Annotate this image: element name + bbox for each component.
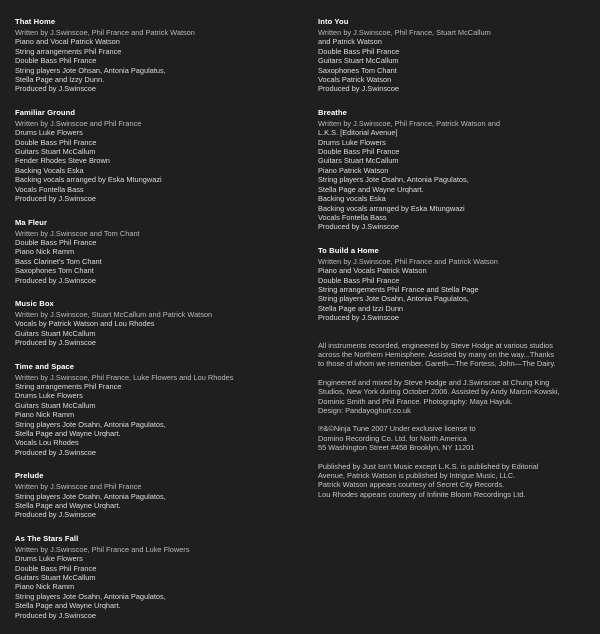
credit-line: Double Bass Phil France	[15, 237, 97, 247]
credit-line: Guitars Stuart McCallum	[15, 328, 96, 338]
notes-paragraph	[318, 424, 583, 452]
track-credit-block	[15, 299, 285, 348]
credit-line: Produced by J.Swinscoe	[318, 84, 399, 94]
credit-line: Fender Rhodes Steve Brown	[15, 156, 110, 166]
track-credit-block	[15, 17, 285, 94]
left-credits-column	[15, 17, 285, 634]
notes-paragraph	[318, 341, 583, 369]
credit-line: Stella Page and Izzy Dunn.	[15, 75, 105, 85]
credit-line: String players Jote Ohsan, Antonia Pagulatus,	[15, 65, 166, 75]
track-title: Breathe	[318, 107, 347, 117]
notes-line: Engineered and mixed by Steve Hodge and J.Swinscoe at Chung King	[318, 377, 550, 387]
credit-line: Guitars Stuart McCallum	[15, 147, 96, 157]
credit-line: String players Jote Osahn, Antonia Pagulatos,	[15, 591, 166, 601]
credit-line: Stella Page and Wayne Urqhart.	[15, 429, 121, 438]
notes-line: 55 Washington Street #458 Brooklyn, NY 11201	[318, 443, 475, 453]
credit-line: Drums Luke Flowers	[15, 391, 83, 401]
credit-line: Vocals Fontella Bass	[15, 184, 84, 194]
credit-line: Guitars Stuart McCallum	[318, 156, 399, 166]
track-title: Familiar Ground	[15, 107, 76, 117]
credit-line: String arrangements Phil France	[15, 381, 122, 391]
credit-line: Vocals Lou Rhodes	[15, 438, 79, 448]
track-credit-block	[15, 218, 285, 285]
credit-line: Produced by J.Swinscoe	[318, 313, 399, 323]
notes-line: Domino Recording Co. Ltd. for North America	[318, 433, 467, 443]
credit-line: Vocals Patrick Watson	[318, 75, 392, 85]
credit-line: Produced by J.Swinscoe	[15, 338, 96, 348]
credit-line: String players Jote Osahn, Antonia Pagulatos,	[318, 294, 469, 304]
track-title: Into You	[318, 17, 349, 26]
credit-line: Drums Luke Flowers	[15, 128, 83, 138]
credit-line: Written by J.Swinscoe and Phil France	[15, 482, 142, 492]
credit-line: Backing vocals arranged by Eska Mtungwazi	[15, 175, 162, 185]
notes-line: Avenue, Patrick Watson is published by Intrigue Music, LLC.	[318, 471, 516, 481]
notes-line: All instruments recorded, engineered by Steve Hodge at various studios	[318, 340, 553, 350]
credit-line: Produced by J.Swinscoe	[318, 222, 399, 232]
credit-line: Piano Patrick Watson	[318, 165, 389, 175]
credit-line: Written by J.Swinscoe, Phil France and Patrick Watson	[318, 256, 498, 266]
credit-line: Backing Vocals Eska	[15, 165, 84, 175]
track-title: Prelude	[15, 471, 44, 481]
credit-line: Written by J.Swinscoe, Phil France, Patrick Watson and	[318, 118, 500, 128]
track-title: To Build a Home	[318, 245, 379, 255]
credit-line: Stella Page and Wayne Urqhart.	[15, 501, 121, 511]
notes-line: Design: Pandayoghurt.co.uk	[318, 406, 411, 415]
credit-line: Written by J.Swinscoe, Phil France, Stuart McCallum	[318, 28, 491, 37]
credit-line: Double Bass Phil France	[15, 56, 97, 66]
credit-line: Written by J.Swinscoe, Phil France and Patrick Watson	[15, 28, 195, 37]
credit-line: Double Bass Phil France	[15, 563, 97, 573]
notes-line: Dominic Smith and Phil France. Photography: Maya Hayuk.	[318, 396, 513, 406]
credit-line: Saxophones Tom Chant	[15, 266, 94, 276]
notes-line: Patrick Watson appears courtesy of Secret City Records.	[318, 480, 505, 490]
track-credit-block	[15, 108, 285, 204]
track-title: As The Stars Fall	[15, 533, 79, 543]
track-title: Ma Fleur	[15, 217, 48, 227]
credit-line: String players Jote Osahn, Antonia Pagulatos,	[318, 175, 469, 185]
notes-paragraph	[318, 378, 583, 416]
credit-line: Saxophones Tom Chant	[318, 65, 397, 75]
track-credit-block	[15, 471, 285, 520]
credit-line: and Patrick Watson	[318, 37, 382, 47]
credit-line: Written by J.Swinscoe, Phil France, Luke Flowers and Lou Rhodes	[15, 372, 234, 382]
credit-line: Produced by J.Swinscoe	[15, 447, 96, 457]
track-credit-block	[318, 246, 583, 323]
credit-line: Drums Luke Flowers	[318, 137, 386, 147]
right-track-list	[318, 17, 583, 323]
track-title: Time and Space	[15, 361, 75, 371]
notes-line: across the Northern Hemisphere. Assisted by many on the way...Thanks	[318, 349, 555, 359]
credit-line: Piano Nick Ramm	[15, 410, 75, 420]
credit-line: Produced by J.Swinscoe	[15, 84, 96, 94]
credit-line: Stella Page and Wayne Urqhart.	[15, 601, 121, 611]
credit-line: Written by J.Swinscoe and Tom Chant	[15, 228, 140, 238]
credit-line: Piano and Vocals Patrick Watson	[318, 266, 427, 276]
track-credit-block	[15, 534, 285, 620]
notes-line: Published by Just Isn't Music except L.K.S. is published by Editorial	[318, 461, 539, 471]
credit-line: Guitars Stuart McCallum	[318, 56, 399, 66]
credit-line: Piano and Vocal Patrick Watson	[15, 37, 120, 47]
notes-paragraph	[318, 462, 583, 500]
credit-line: Vocals by Patrick Watson and Lou Rhodes	[15, 319, 155, 329]
credit-line: Written by J.Swinscoe, Stuart McCallum and Patrick Watson	[15, 309, 213, 319]
credit-line: Double Bass Phil France	[318, 46, 400, 56]
credit-line: Guitars Stuart McCallum	[15, 573, 96, 583]
credit-line: Stella Page and Wayne Urqhart.	[318, 184, 424, 194]
credit-line: Double Bass Phil France	[15, 137, 97, 147]
right-credits-column	[318, 17, 583, 508]
credit-line: Double Bass Phil France	[318, 275, 400, 285]
credit-line: Backing vocals arranged by Eska Mtungwazi	[318, 203, 465, 213]
credit-line: Written by J.Swinscoe and Phil France	[15, 118, 142, 128]
credit-line: Produced by J.Swinscoe	[15, 510, 96, 520]
credit-line: String arrangements Phil France and Stella Page	[318, 284, 479, 294]
credit-line: Vocals Fontella Bass	[318, 212, 387, 222]
credit-line: L.K.S. [Editorial Avenue]	[318, 128, 398, 138]
credit-line: Double Bass Phil France	[318, 147, 400, 157]
track-credit-block	[318, 108, 583, 232]
production-notes	[318, 341, 583, 500]
credit-line: Produced by J.Swinscoe	[15, 610, 96, 620]
credit-line: Written by J.Swinscoe, Phil France and Luke Flowers	[15, 544, 190, 554]
credit-line: Drums Luke Flowers	[15, 554, 83, 564]
track-title: Music Box	[15, 298, 54, 308]
notes-line: Lou Rhodes appears courtesy of Infinite Bloom Recordings Ltd.	[318, 489, 526, 499]
credit-line: String players Jote Osahn, Antonia Pagulatos,	[15, 419, 166, 429]
notes-line: ℗&©Ninja Tune 2007 Under exclusive license to	[318, 424, 476, 434]
track-title: That Home	[15, 17, 56, 26]
credit-line: Backing vocals Eska	[318, 194, 386, 204]
track-credit-block	[15, 362, 285, 458]
credit-line: Piano Nick Ramm	[15, 247, 75, 257]
credit-line: Guitars Stuart McCallum	[15, 400, 96, 410]
credit-line: Bass Clarinet's Tom Chant	[15, 256, 102, 266]
credit-line: String arrangements Phil France	[15, 46, 122, 56]
credit-line: Produced by J.Swinscoe	[15, 275, 96, 285]
credit-line: Piano Nick Ramm	[15, 582, 75, 592]
notes-line: Studios, New York during October 2006. Assisted by Andy Marcin-Kowski,	[318, 387, 560, 397]
credit-line: Produced by J.Swinscoe	[15, 194, 96, 204]
track-credit-block	[318, 17, 583, 94]
credit-line: Stella Page and Izzi Dunn	[318, 303, 404, 313]
credit-line: String players Jote Osahn, Antonia Pagulatos,	[15, 491, 166, 501]
notes-line: to those of whom we remember. Gareth—The Fortess, John—The Dairy.	[318, 359, 556, 369]
